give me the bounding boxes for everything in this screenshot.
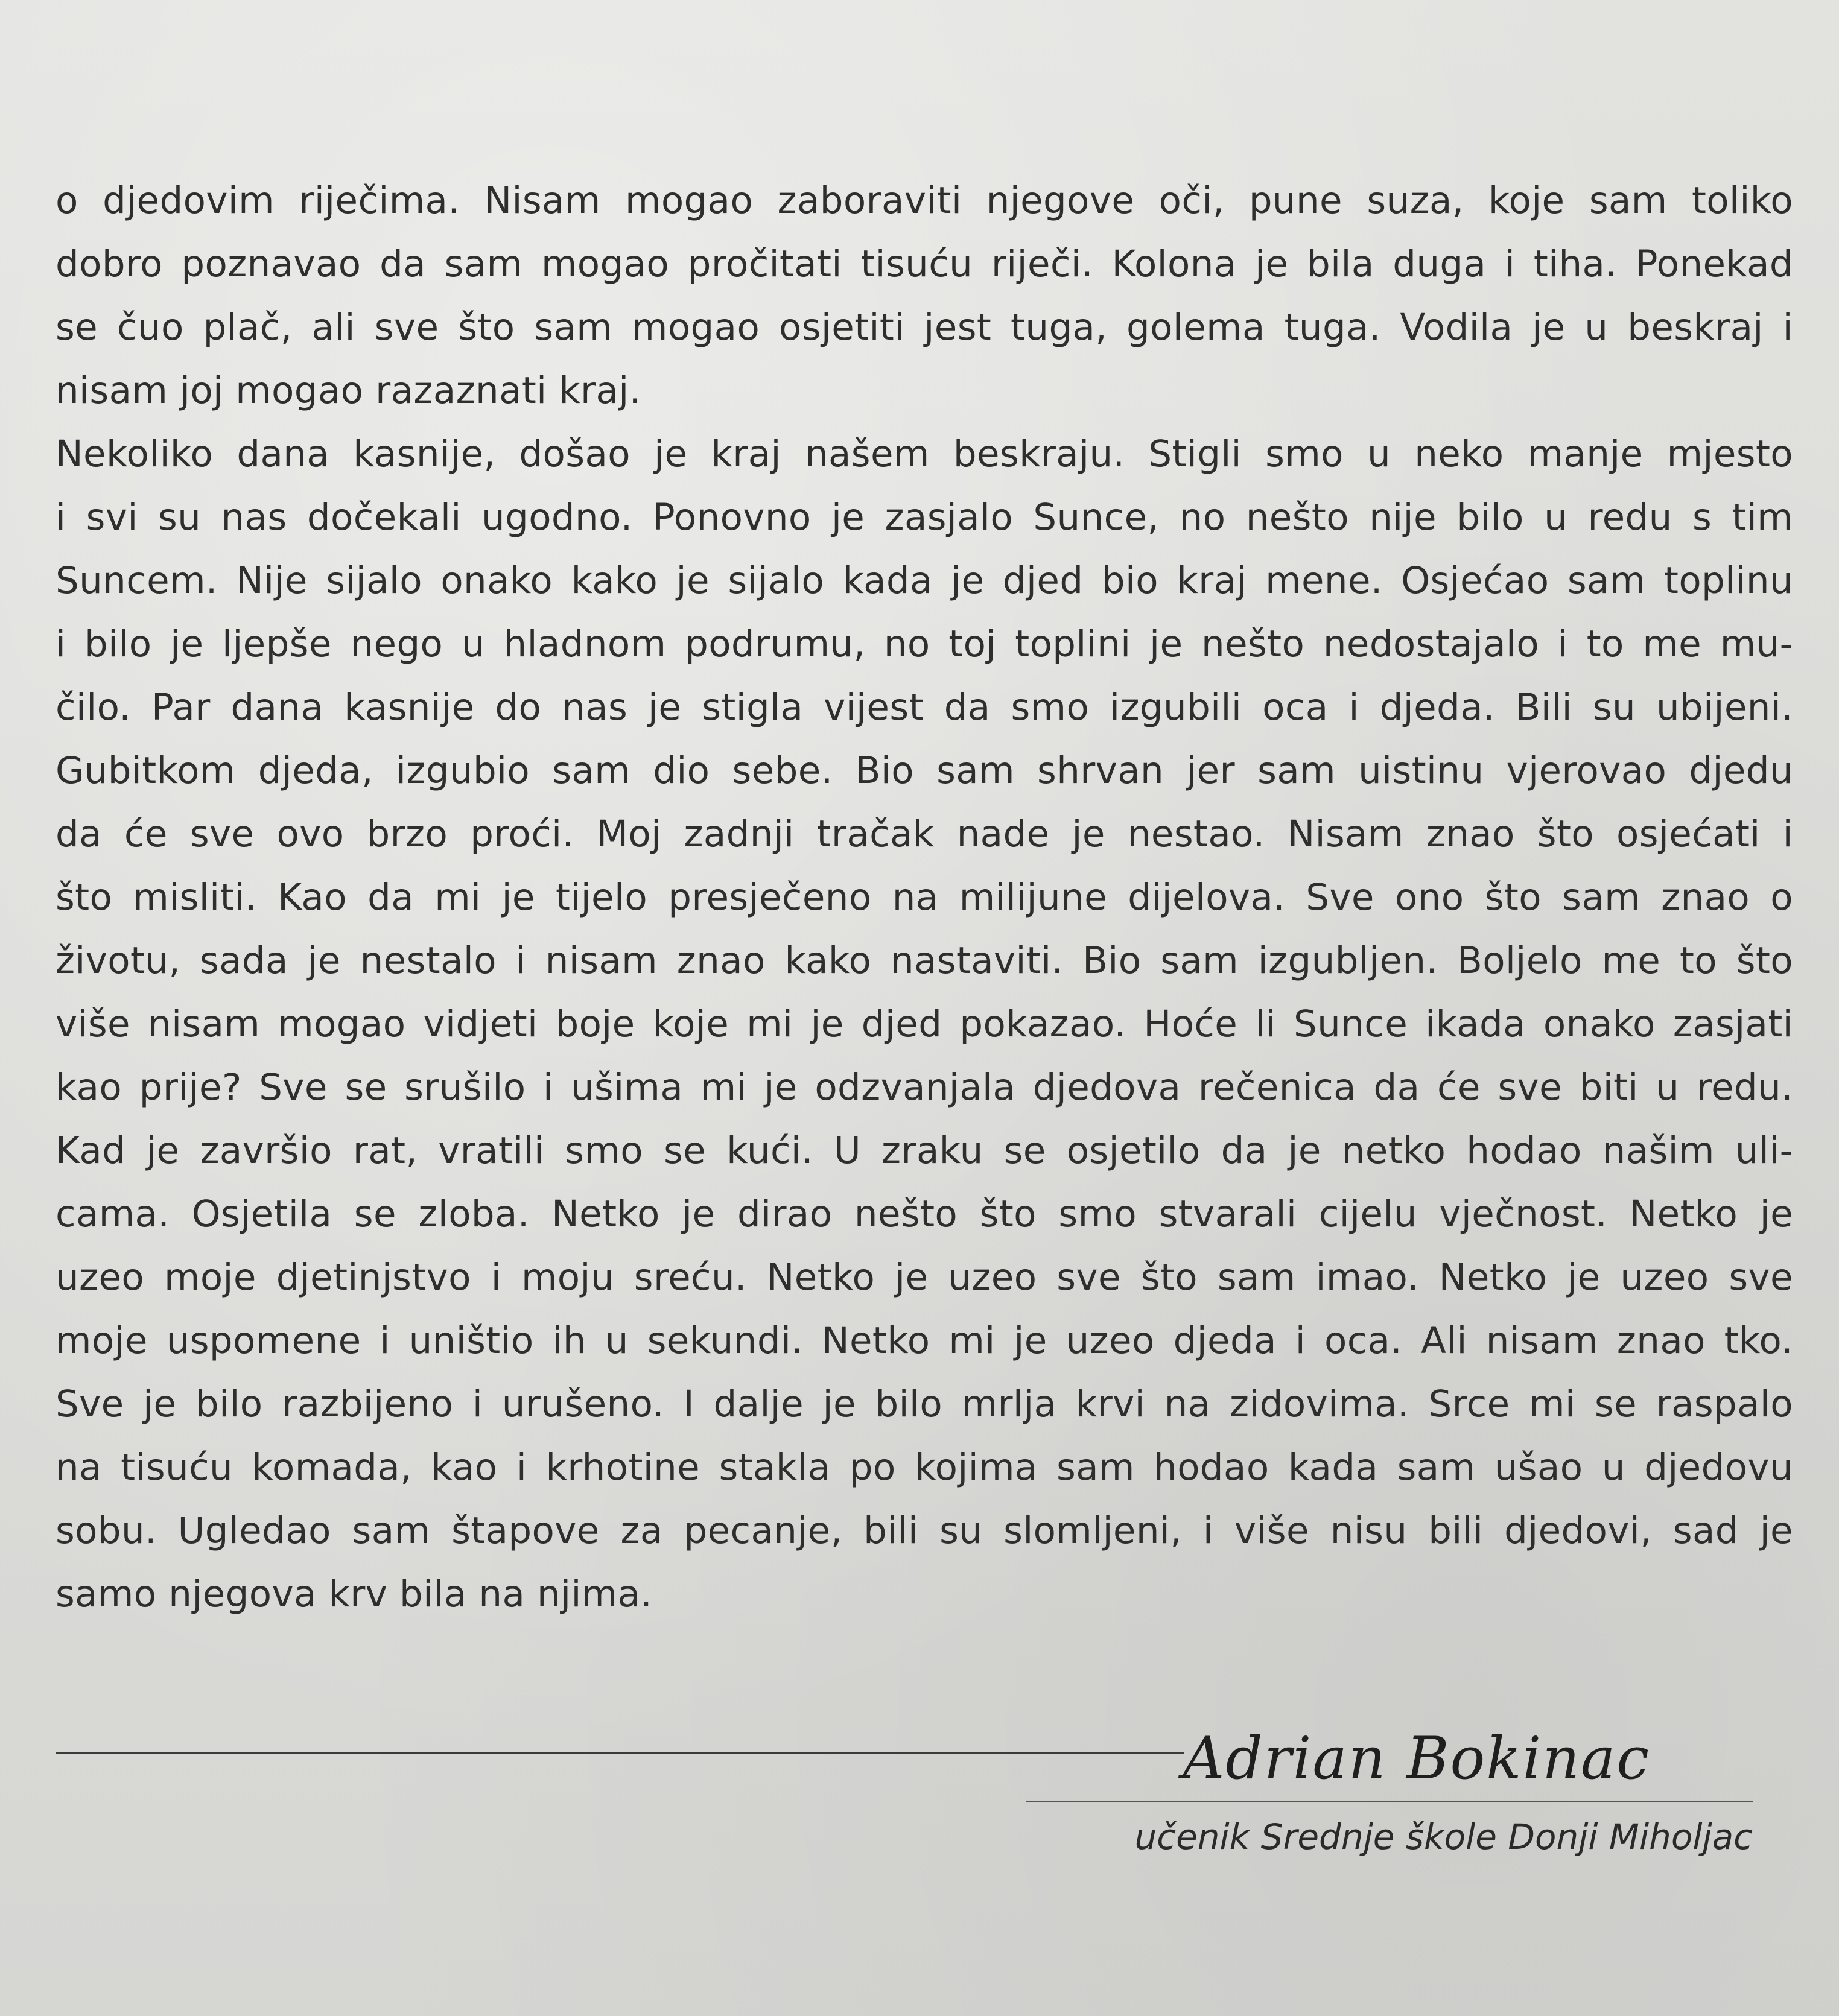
text-line: životu, sada je nestalo i nisam znao kako nastaviti. Bio sam izgubljen. Boljelo me to što	[56, 939, 1793, 982]
text-line: i bilo je ljepše nego u hladnom podrumu, no toj toplini je nešto nedostajalo i to me mu-	[56, 623, 1793, 665]
text-line: cama. Osjetila se zloba. Netko je dirao nešto što smo stvarali cijelu vječnost. Netko je	[56, 1193, 1793, 1235]
text-line: i svi su nas dočekali ugodno. Ponovno je zasjalo Sunce, no nešto nije bilo u redu s tim	[56, 496, 1793, 539]
text-line: samo njegova krv bila na njima.	[56, 1573, 653, 1615]
text-line: na tisuću komada, kao i krhotine stakla po kojima sam hodao kada sam ušao u djedovu	[56, 1446, 1793, 1489]
author-signature: Adrian Bokinac	[1183, 1725, 1650, 1792]
signature-divider-line	[56, 1752, 1184, 1754]
text-line: više nisam mogao vidjeti boje koje mi je djed pokazao. Hoće li Sunce ikada onako zasjati	[56, 1003, 1793, 1045]
text-line: moje uspomene i uništio ih u sekundi. Netko mi je uzeo djeda i oca. Ali nisam znao tko.	[56, 1319, 1793, 1362]
text-line: što misliti. Kao da mi je tijelo presječeno na milijune dijelova. Sve ono što sam znao o	[56, 876, 1793, 919]
text-line: kao prije? Sve se srušilo i ušima mi je odzvanjala djedova rečenica da će sve biti u redu.	[56, 1066, 1793, 1109]
text-line: uzeo moje djetinjstvo i moju sreću. Netko je uzeo sve što sam imao. Netko je uzeo sve	[56, 1256, 1793, 1299]
text-line: Sve je bilo razbijeno i urušeno. I dalje je bilo mrlja krvi na zidovima. Srce mi se raspalo	[56, 1383, 1793, 1425]
text-line: Suncem. Nije sijalo onako kako je sijalo kada je djed bio kraj mene. Osjećao sam toplinu	[56, 559, 1793, 602]
text-line: Kad je završio rat, vratili smo se kući. U zraku se osjetilo da je netko hodao našim uli-	[56, 1129, 1793, 1172]
text-line: čilo. Par dana kasnije do nas je stigla vijest da smo izgubili oca i djeda. Bili su ubijeni.	[56, 686, 1793, 729]
text-line: nisam joj mogao razaznati kraj.	[56, 369, 641, 412]
text-line: Nekoliko dana kasnije, došao je kraj našem beskraju. Stigli smo u neko manje mjesto	[56, 433, 1793, 475]
text-line: dobro poznavao da sam mogao pročitati tisuću riječi. Kolona je bila duga i tiha. Ponekad	[56, 242, 1793, 285]
author-affiliation: učenik Srednje škole Donji Miholjac	[1134, 1816, 1753, 1857]
article-body	[56, 169, 1793, 1626]
text-line: sobu. Ugledao sam štapove za pecanje, bili su slomljeni, i više nisu bili djedovi, sad je	[56, 1509, 1793, 1552]
text-line: da će sve ovo brzo proći. Moj zadnji tračak nade je nestao. Nisam znao što osjećati i	[56, 813, 1793, 855]
signature-underline	[1026, 1801, 1753, 1802]
text-line: o djedovim riječima. Nisam mogao zaboraviti njegove oči, pune suza, koje sam toliko	[56, 179, 1793, 222]
text-line: se čuo plač, ali sve što sam mogao osjetiti jest tuga, golema tuga. Vodila je u beskraj i	[56, 306, 1793, 349]
text-line: Gubitkom djeda, izgubio sam dio sebe. Bio sam shrvan jer sam uistinu vjerovao djedu	[56, 749, 1793, 792]
